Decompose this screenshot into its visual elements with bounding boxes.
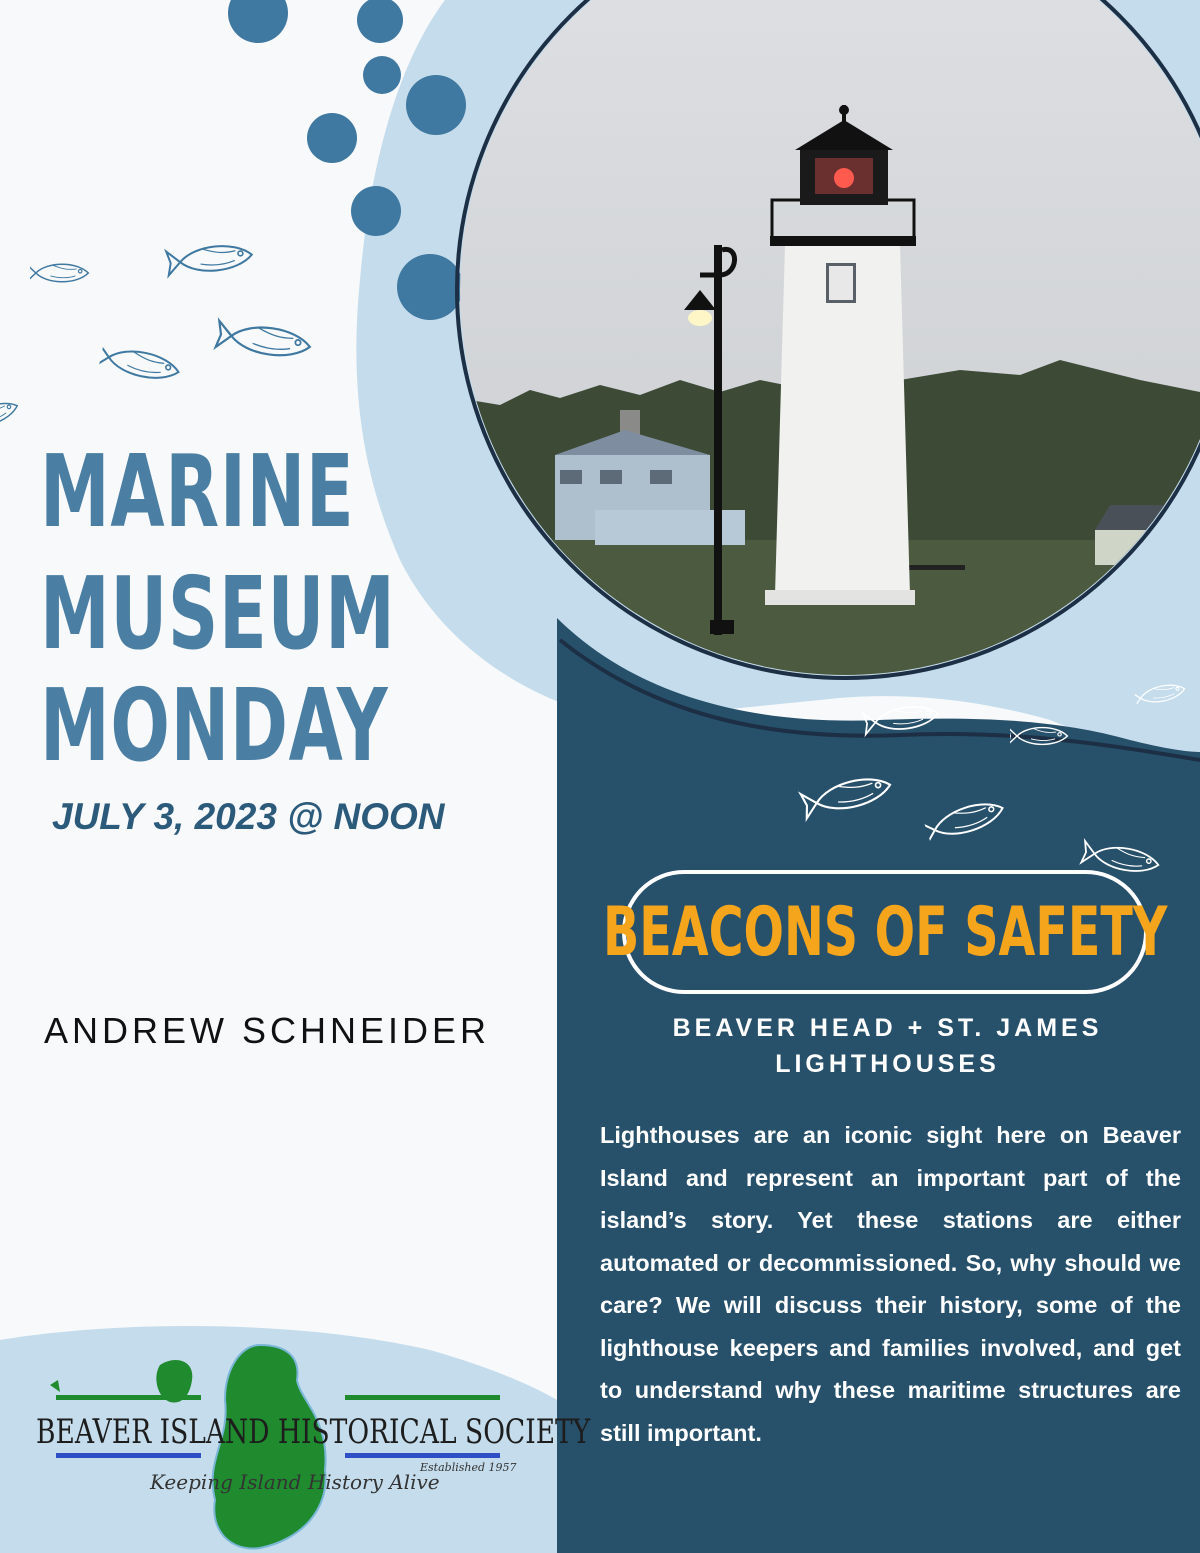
speaker-name: ANDREW SCHNEIDER (44, 1010, 491, 1051)
event-title-line-2: MUSEUM (40, 555, 396, 672)
topic-title: BEACONS OF SAFETY (602, 892, 1168, 972)
event-title-line-1: MARINE (40, 433, 355, 550)
topic-title-pill (602, 870, 1168, 994)
logo-society-name: BEAVER ISLAND HISTORICAL SOCIETY (36, 1412, 591, 1452)
fish-icon (0, 243, 312, 435)
event-date: JULY 3, 2023 @ NOON (52, 796, 445, 837)
logo-established: Established 1957 (420, 1461, 517, 1474)
topic-subtitle: BEAVER HEAD + ST. JAMES LIGHTHOUSES (672, 1014, 1103, 1078)
topic-description: Lighthouses are an iconic sight here on Beaver Island and represent an important part of the island’s story. Yet these stations are either automated or decommissioned. So, why should we care? We will discuss their history, some of the lighthouse keepers and families involved, and get to understand why these maritime structures are still important. (600, 1122, 1181, 1446)
logo-tagline: Keeping Island History Alive (150, 1470, 440, 1494)
event-title-line-3: MONDAY (40, 667, 389, 784)
